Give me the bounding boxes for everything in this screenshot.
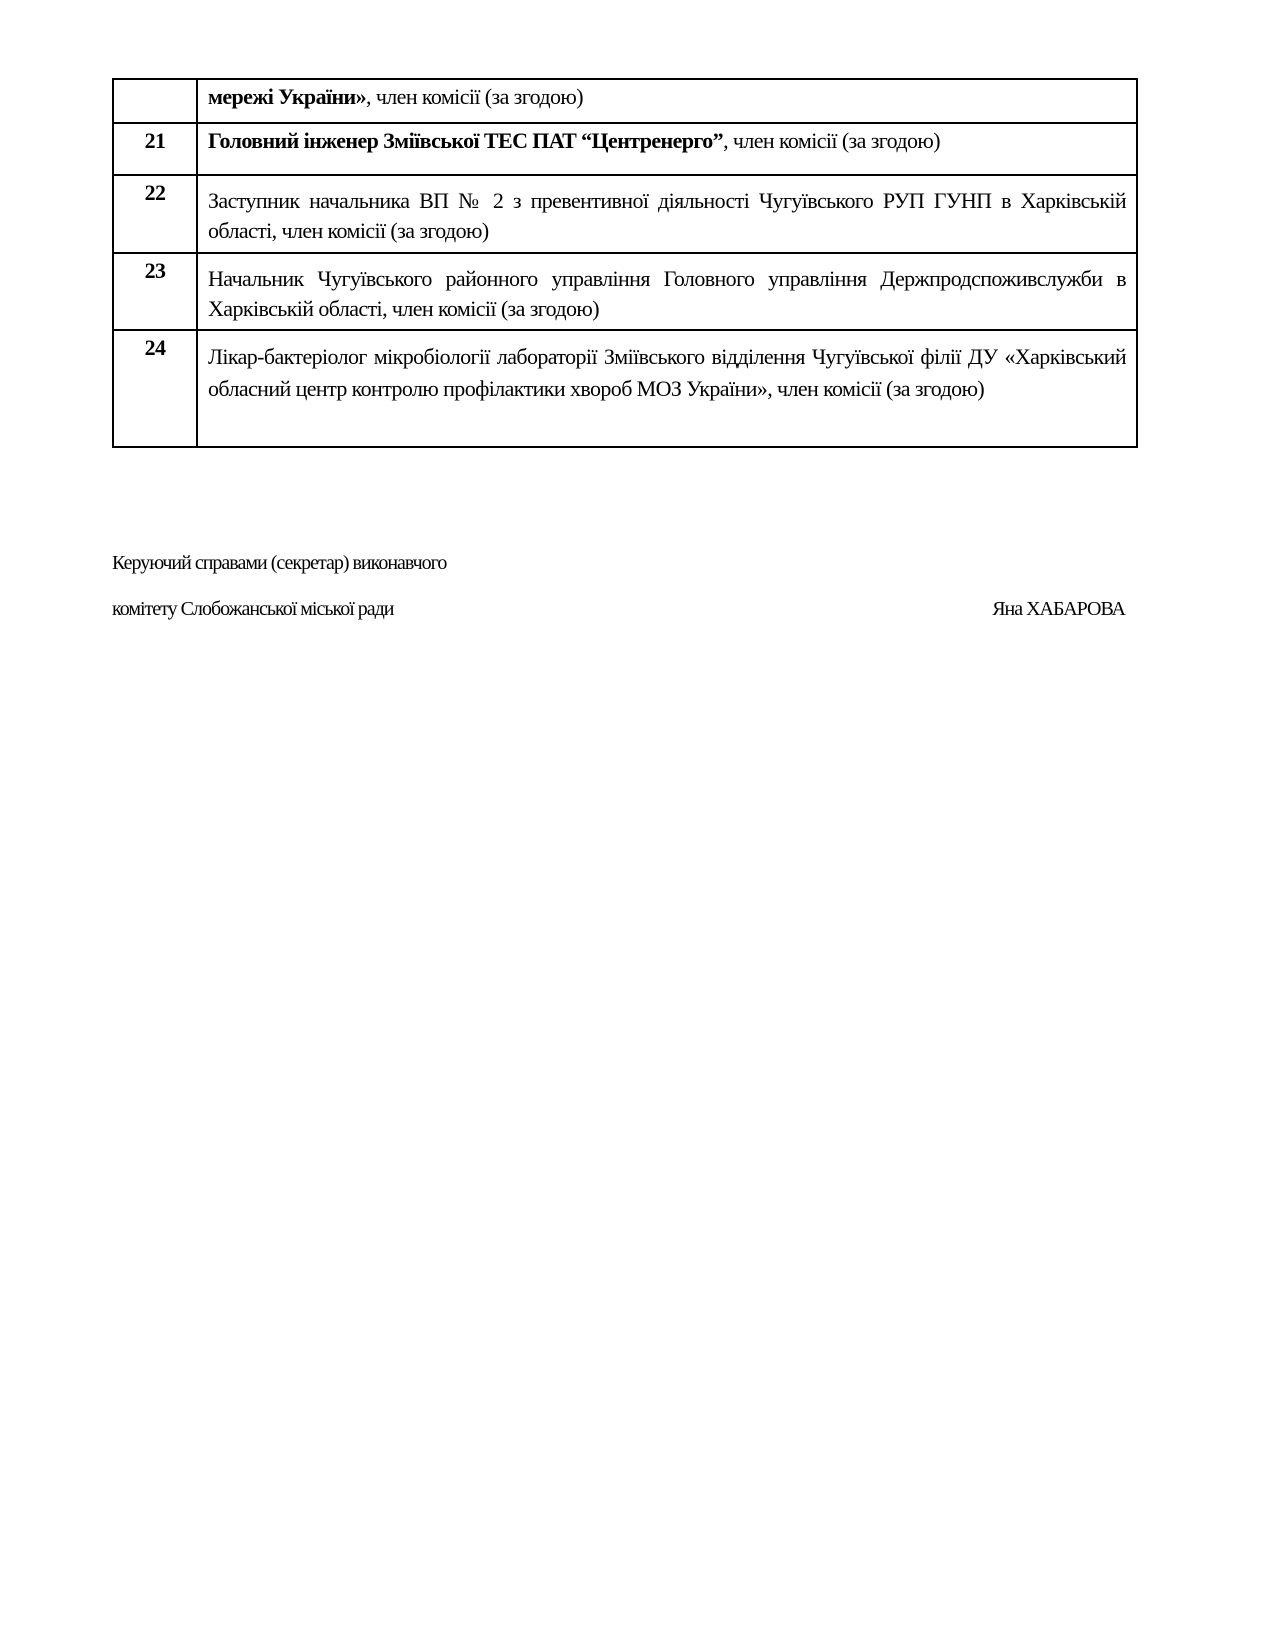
row-text: мережі України», член комісії (за згодою) (197, 79, 1137, 123)
row-number (113, 79, 197, 123)
row-text: Лікар-бактеріолог мікробіології лабораторії Зміївського відділення Чугуївської філії ДУ «Харківський обласний центр контролю профілактики хвороб МОЗ України», член комісії (за згодою) (197, 330, 1137, 447)
row-number: 23 (113, 253, 197, 330)
table-row (113, 175, 1137, 253)
table-row (113, 253, 1137, 330)
commission-members-table (112, 78, 1138, 448)
row-text: Заступник начальника ВП № 2 з превентивної діяльності Чугуївського РУП ГУНП в Харківській області, член комісії (за згодою) (197, 175, 1137, 253)
signatory-name: Яна ХАБАРОВА (992, 598, 1125, 620)
row-text: Начальник Чугуївського районного управління Головного управління Держпродспоживслужби в Харківській області, член комісії (за згодою) (197, 253, 1137, 330)
row-number: 24 (113, 330, 197, 447)
row-number: 22 (113, 175, 197, 253)
row-number: 21 (113, 123, 197, 175)
table-row (113, 330, 1137, 447)
table-row (113, 123, 1137, 175)
signature-title-line2: комітету Слобожанської міської ради (112, 598, 394, 620)
signature-title-line1: Керуючий справами (секретар) виконавчого (112, 552, 447, 574)
table-row (113, 79, 1137, 123)
row-text: Головний інженер Зміївської ТЕС ПАТ “Центренерго”, член комісії (за згодою) (197, 123, 1137, 175)
